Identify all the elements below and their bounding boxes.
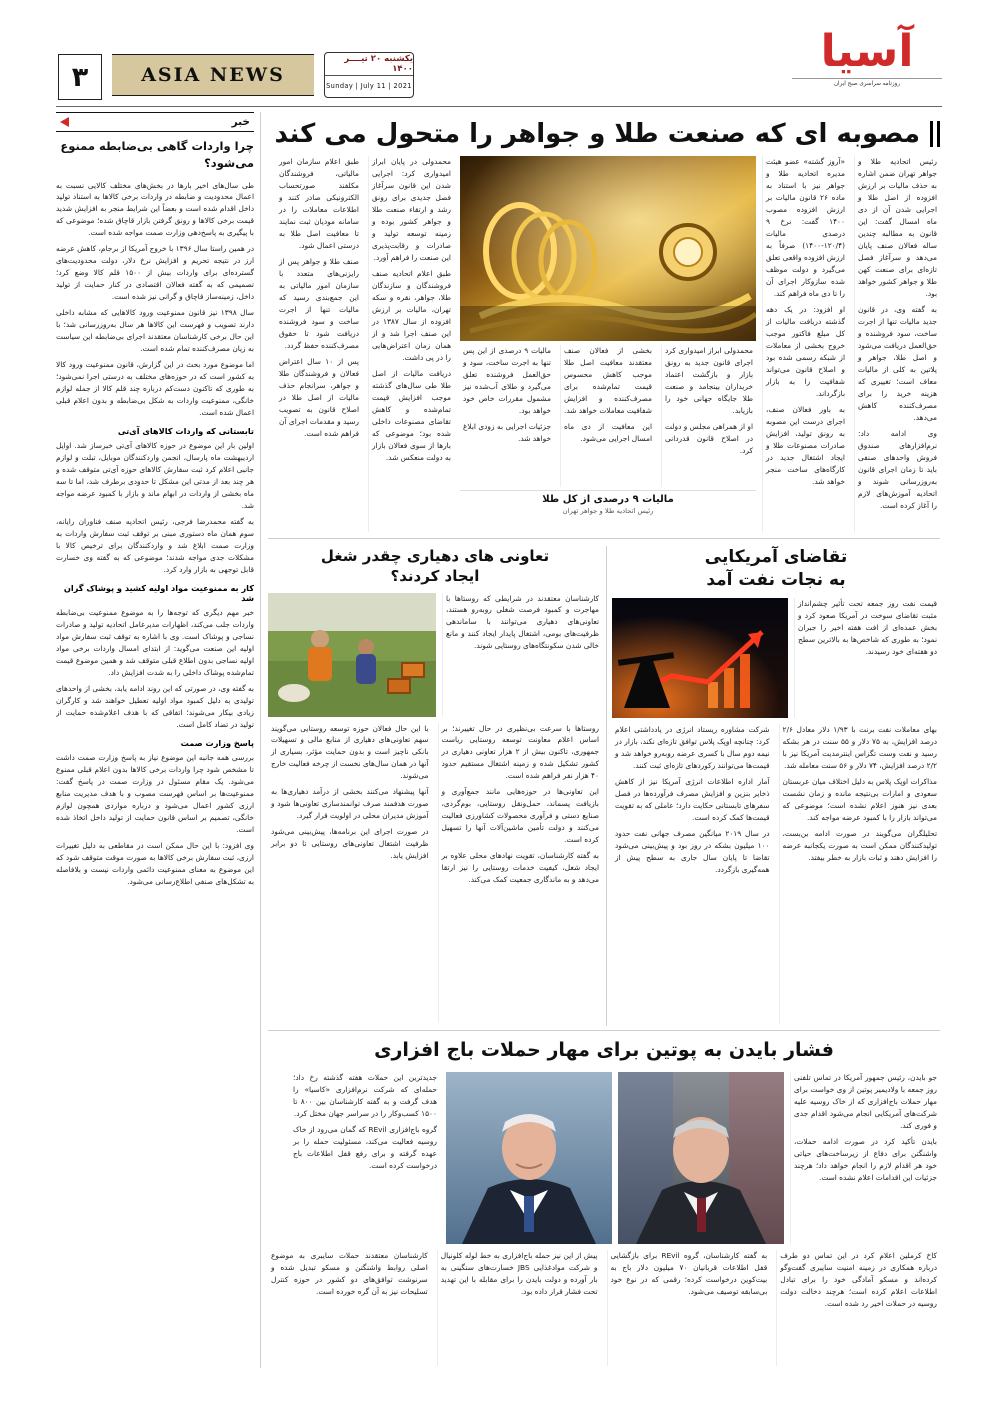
gold-middle-block bbox=[460, 156, 756, 532]
rural-workers-image bbox=[268, 593, 436, 717]
left-article-section-1: اولین بار این موضوع در حوزه کالاهای آی‌تی خبرساز شد. اوایل اردیبهشت ماه پارسال، انجمن واردکنندگان موبایل، تبلت و لوازم جانبی اعلام کرد ثبت سفارش کالاهای حوزه آی‌تی متوقف شده و هر چند بعد از مدتی این مشکل تا حدودی برطرف شد، اما تا سه ماه بخشی از واردات در ابهام ماند و بازار با کمبود عرضه مواجه شد. به گفته محمدرضا فرجی، رئیس اتحادیه صنف فناوران رایانه، سوم همان ماه دستوری مبنی بر توقف ثبت سفارش واردات به وزارت صمت ابلاغ شد و واردکنندگان برای ترخیص کالا با مشکلات جدی مواجه شدند؛ موضوعی که به گفته وی خسارت قابل توجهی به بازار وارد کرد. bbox=[56, 441, 254, 575]
coop-column-1: روستاها با سرعت بی‌نظیری در حال تغییرند؛ بر اساس اعلام معاونت توسعه روستایی ریاست جمهوری، تاکنون بیش از ۲ هزار تعاونی دهیاری در کشور تشکیل شده و زمینه اشتغال مستقیم حدود ۴۰ هزار نفر فراهم شده است. این تعاونی‌ها در حوزه‌هایی مانند جمع‌آوری و بازیافت پسماند، حمل‌ونقل روستایی، بوم‌گردی، صنایع دستی و فرآوری محصولات کشاورزی فعالیت می‌کنند و دولت تأمین ماشین‌آلات آنها را تسهیل کرده است. به گفته کارشناسان، تقویت نهادهای محلی علاوه بر ایجاد شغل، کیفیت خدمات روستایی را نیز ارتقا می‌دهد و به ماندگاری جمعیت کمک می‌کند. bbox=[438, 723, 603, 1023]
putin-portrait-illustration bbox=[618, 1072, 784, 1244]
biden-photo bbox=[446, 1072, 612, 1244]
oil-pump-image bbox=[612, 598, 788, 718]
ransomware-bottom-col-3: پیش از این نیز حمله باج‌افزاری به خط لوله کلونیال و شرکت موادغذایی JBS خسارت‌های سنگینی به بار آورده و دولت بایدن را برای مقابله با این تهدید تحت فشار قرار داده بود. bbox=[437, 1250, 601, 1366]
oil-article bbox=[612, 546, 940, 1026]
ransomware-bottom-row bbox=[268, 1250, 940, 1366]
oil-headline-line-2: به نجات نفت آمد bbox=[706, 569, 846, 590]
gold-headline: مصوبه ای که صنعت طلا و جواهر را متحول می کند bbox=[274, 119, 920, 149]
brand-banner bbox=[112, 54, 314, 96]
ransomware-column-right: جو بایدن، رئیس جمهور آمریکا در تماس تلفنی روز جمعه با ولادیمیر پوتین از وی خواست برای مهار حملات باج‌افزاری که از خاک روسیه علیه شرکت‌های آمریکایی انجام می‌شود اقدام جدی و فوری کند. بایدن تأکید کرد در صورت ادامه حملات، واشنگتن برای دفاع از زیرساخت‌های حیاتی خود هر اقدام لازم را انجام خواهد داد؛ هرچند جزئیات این اقدامات اعلام نشده است. bbox=[790, 1072, 940, 1244]
putin-photo bbox=[618, 1072, 784, 1244]
brand-title: ASIA NEWS bbox=[141, 64, 285, 86]
news-section-bar bbox=[56, 112, 254, 132]
page-number: ۳ bbox=[71, 61, 89, 93]
middle-band-divider bbox=[606, 546, 607, 1026]
date-box bbox=[324, 52, 414, 98]
oil-pump-illustration bbox=[612, 598, 788, 718]
gold-subcolumns bbox=[460, 345, 756, 487]
gold-column-left-1: محمدولی در پایان ابراز امیدواری کرد: اجرایی شدن این قانون سرآغاز فصل جدیدی برای رونق رشد و ارتقاء صنعت طلا و جواهر کشور بوده و زمینه توسعه تولید و صادرات و رقابت‌پذیری این صنعت را فراهم آورد. طبق اعلام اتحادیه صنف فروشندگان و سازندگان طلا، جواهر، نقره و سکه تهران، مالیات بر ارزش افزوده از سال ۱۳۸۷ در این صنف اجرا شد و از همان زمان اعتراض‌هایی را در پی داشت. دریافت مالیات از اصل طلا طی سال‌های گذشته موجب افزایش قیمت تمام‌شده و کاهش تقاضای مصنوعات داخلی شده بود؛ موضوعی که بارها از سوی فعالان بازار به دولت منعکس شد. bbox=[368, 156, 454, 532]
red-triangle-icon bbox=[60, 117, 69, 127]
date-english: Sunday | July 11 | 2021 bbox=[326, 82, 412, 91]
gold-column-right-1: رئیس اتحادیه طلا و جواهر تهران ضمن اشاره به حذف مالیات بر ارزش افزوده از اصل طلا و اجرایی شدن آن از دی ماه امسال گفت: این قانون به مطالبه چندین ساله فعالان صنف پایان می‌دهد و سرآغاز فصل تازه‌ای برای صنعت کهن طلا و جواهر کشور خواهد بود. به گفته وی، در قانون جدید مالیات تنها از اجرت ساخت، سود فروشنده و حق‌العمل دریافت می‌شود و اصل طلا، جواهر و پلاتین به کلی از مالیات معاف است؛ تغییری که هزینه خرید را برای مصرف‌کننده کاهش می‌دهد. وی ادامه داد: نرم‌افزارهای صندوق فروش واحدهای صنفی باید تا زمان اجرای قانون به‌روزرسانی شوند و اتحادیه آموزش‌های لازم را آغاز کرده است. bbox=[854, 156, 940, 532]
gold-column-right-2: «آروز گشته» عضو هیئت مدیره اتحادیه طلا و جواهر نیز با استناد به ماده ۲۶ قانون مالیات بر ارزش افزوده مصوب ۱۴۰۰ گفت: نرخ ۹ درصدی مالیات (۱۲۰/۴-۱۴۰۰) صرفاً به ارزش افزوده واقعی تعلق می‌گیرد و دولت موظف شده سازوکار اجرای آن را تا دی ماه فراهم کند. او افزود: در یک دهه گذشته دریافت مالیات از کل مبلغ فاکتور موجب خروج بخشی از معاملات از شبکه رسمی شده بود و اصلاح قانون می‌تواند شفافیت را به بازار بازگرداند. به باور فعالان صنف، اجرای درست این مصوبه به رونق تولید، افزایش صادرات مصنوعات طلا و ایجاد اشتغال جدید در کارگاه‌های ساخت منجر خواهد شد. bbox=[762, 156, 848, 532]
gold-body bbox=[268, 156, 940, 532]
coop-headline-line-1: تعاونی های دهیاری چقدر شغل bbox=[320, 547, 550, 565]
ransomware-headline: فشار بایدن به پوتین برای مهار حملات باج افزاری bbox=[374, 1039, 834, 1061]
oil-headline-line-1: تقاضای آمریکایی bbox=[704, 547, 848, 567]
headline-bars-icon bbox=[930, 121, 940, 147]
band-divider-top bbox=[268, 538, 940, 539]
biden-portrait-illustration bbox=[446, 1072, 612, 1244]
coop-bottom-row bbox=[268, 723, 602, 1023]
ransomware-column-left: جدیدترین این حملات هفته گذشته رخ داد؛ حمله‌ای که شرکت نرم‌افزاری «کاسیا» را هدف گرفت و به گفته کارشناسان بین ۸۰۰ تا ۱۵۰۰ کسب‌وکار را در سراسر جهان مختل کرد. گروه باج‌افزاری REvil که گمان می‌رود از خاک روسیه فعالیت می‌کند، مسئولیت حمله را بر عهده گرفته و برای رفع قفل اطلاعات باج درخواست کرده است. bbox=[293, 1072, 437, 1170]
left-subhead-2: کار به ممنوعیت مواد اولیه کشید و پوشاک گران شد bbox=[63, 583, 254, 604]
gold-jewelry-illustration bbox=[460, 156, 756, 341]
gold-subcolumn-3: مالیات ۹ درصدی از این پس تنها به اجرت ساخت، سود و حق‌العمل فروشنده تعلق می‌گیرد و طلای آب‌شده نیز مشمول مقررات خاص خود خواهد بود. جزئیات اجرایی به زودی ابلاغ خواهد شد. bbox=[463, 346, 551, 443]
gold-kicker-byline: رئیس اتحادیه طلا و جواهر تهران bbox=[562, 507, 654, 515]
left-article-headline: چرا واردات گاهی بی‌ضابطه ممنوع می‌شود؟ bbox=[60, 139, 254, 171]
coop-column-2: با این حال فعالان حوزه توسعه روستایی می‌گویند سهم تعاونی‌های دهیاری از منابع مالی و تسهیلات بانکی ناچیز است و بدون حمایت مؤثر، بسیاری از آنها در همان سال‌های نخست از چرخه فعالیت خارج می‌شوند. آنها پیشنهاد می‌کنند بخشی از درآمد دهیاری‌ها به صورت هدفمند صرف توانمندسازی تعاونی‌ها شود و آموزش مدیران محلی در اولویت قرار گیرد. در صورت اجرای این برنامه‌ها، پیش‌بینی می‌شود ظرفیت اشتغال تعاونی‌های روستایی تا دو برابر افزایش یابد. bbox=[271, 723, 429, 861]
gold-subcolumn-1: محمدولی ابراز امیدواری کرد اجرای قانون جدید به رونق بازار و بازگشت اعتماد خریداران بینجامد و صنعت طلا جایگاه جهانی خود را بازیابد. او از همراهی مجلس و دولت در اصلاح قانون قدردانی کرد. bbox=[661, 345, 756, 487]
oil-top-row bbox=[612, 598, 940, 718]
gold-subcolumn-2: بخشی از فعالان صنف معتقدند معافیت اصل طلا موجب کاهش محسوس قیمت تمام‌شده برای مصرف‌کننده و افزایش شفافیت معاملات خواهد شد. این معافیت از دی ماه امسال اجرایی می‌شود. bbox=[560, 345, 655, 487]
logo-subtitle: روزنامه سراسری صبح ایران bbox=[792, 78, 942, 87]
oil-headline bbox=[612, 546, 940, 592]
ransomware-bottom-col-4: کارشناسان معتقدند حملات سایبری به موضوع اصلی روابط واشنگتن و مسکو تبدیل شده و سرنوشت توافق‌های دو کشور در حوزه کنترل تسلیحات نیز به آن گره خورده است. bbox=[271, 1250, 428, 1296]
cooperatives-article bbox=[268, 546, 602, 1026]
coop-headline-line-2: ایجاد کردند؟ bbox=[390, 567, 480, 586]
left-subhead-3: پاسخ وزارت صمت bbox=[180, 737, 254, 748]
gold-kicker bbox=[460, 490, 756, 515]
ransomware-article bbox=[268, 1038, 940, 1368]
oil-column-1: بهای معاملات نفت برنت با ۱/۹۳ دلار معادل ۲/۶ درصد افزایش، به ۷۵ دلار و ۵۵ سنت در هر بشکه رسید و نفت وست تگزاس اینترمدیت آمریکا نیز با ۲/۲ درصد افزایش، ۷۴ دلار و ۵۶ سنت معامله شد. مذاکرات اوپک پلاس به دلیل اختلاف میان عربستان سعودی و امارات بی‌نتیجه مانده و زمان نشست بعدی نیز هنوز اعلام نشده است؛ موضوعی که می‌تواند بازار را با کمبود عرضه مواجه کند. تحلیلگران می‌گویند در صورت ادامه بن‌بست، تولیدکنندگان ممکن است به صورت یکجانبه عرضه را افزایش دهند و ثبات بازار به خطر بیفتد. bbox=[779, 724, 941, 1024]
coop-headline bbox=[268, 546, 602, 587]
header-rule bbox=[56, 106, 942, 107]
ransomware-bottom-col-1: کاخ کرملین اعلام کرد در این تماس دو طرف درباره همکاری در زمینه امنیت سایبری گفت‌وگو کرده‌اند و مسکو آمادگی خود را برای تبادل اطلاعات اعلام کرده است؛ هرچند دخالت دولت روسیه در حملات اخیر رد شده است. bbox=[776, 1250, 940, 1366]
left-news-column bbox=[56, 112, 254, 1368]
band-divider-bottom bbox=[268, 1030, 940, 1031]
oil-column-2: شرکت مشاوره ریستاد انرژی در یادداشتی اعلام کرد: چنانچه اوپک پلاس توافق تازه‌ای نکند، بازار در نیمه دوم سال با کسری عرضه روبه‌رو خواهد شد و قیمت‌ها می‌توانند رکوردهای تازه‌ای ثبت کنند. آمار اداره اطلاعات انرژی آمریکا نیز از کاهش ذخایر بنزین و افزایش مصرف فرآورده‌ها در فصل سفرهای تابستانی حکایت دارد؛ عاملی که به تقویت قیمت‌ها کمک کرده است. در سال ۲۰۱۹ میانگین مصرف جهانی نفت حدود ۱۰۰ میلیون بشکه در روز بود و پیش‌بینی می‌شود تقاضا تا پایان سال جاری به سطح پیش از همه‌گیری بازگردد. bbox=[615, 724, 770, 874]
logo-wordmark: آسیا bbox=[820, 26, 914, 77]
date-persian: یکشنبه ۲۰ تیــــر ۱۴۰۰ bbox=[325, 53, 413, 76]
gold-headline-row bbox=[268, 112, 940, 156]
gold-kicker-title: مالیات ۹ درصدی از کل طلا bbox=[542, 494, 674, 505]
oil-bottom-row bbox=[612, 724, 940, 1024]
gold-jewelry-image bbox=[460, 156, 756, 341]
left-article-intro: طی سال‌های اخیر بارها در بخش‌های مختلف کالایی نسبت به اعمال محدودیت و ضابطه در واردات برخی کالاها به استناد تولید داخل اقدام شده است و بعضاً این شرایط منجر به افزایش شدید قیمت برخی کالاها و رونق گرفتن بازار قاچاق شده؛ موضوعی که با پیگیری به پاسخ‌دهی وزارت صمت مواجه شده است. در همین راستا سال ۱۳۹۶ با خروج آمریکا از برجام، کاهش عرضه ارز در نتیجه تحریم و افزایش نرخ دلار، دولت محدودیت‌های گسترده‌ای برای واردات بیش از ۱۵۰۰ قلم کالا وضع کرد؛ تصمیمی که به گفته فعالان اقتصادی در کنار حمایت از تولید داخل، زمینه‌ساز قاچاق و گرانی نیز شده است. سال ۱۳۹۸ نیز قانون ممنوعیت ورود کالاهایی که مشابه داخلی دارند تصویب و فهرست این کالاها هر سال به‌روزرسانی شد؛ با این حال برخی کارشناسان معتقدند اجرای بی‌ضابطه این سیاست به زیان مصرف‌کننده تمام شده است. اما موضوع مورد بحث در این گزارش، قانون ممنوعیت ورود کالا به کشور است که در حوزه‌های مختلف به درستی اجرا نمی‌شود؛ به طوری که تاکنون دست‌کم درباره چند قلم کالا از جمله لوازم خانگی، ممنوعیت واردات به شکل بی‌ضابطه و بدون اعلام قبلی اعمال شده است. bbox=[56, 180, 254, 418]
rural-workers-illustration bbox=[268, 593, 436, 717]
ransomware-top-row bbox=[268, 1072, 940, 1244]
gold-column-left-2: طبق اعلام سازمان امور مالیاتی، فروشندگان مکلفند صورتحساب الکترونیکی صادر کنند و اطلاعات معاملات را در سامانه مودیان ثبت نمایند تا معافیت اصل طلا به درستی اعمال شود. صنف طلا و جواهر پس از رایزنی‌های متعدد با سازمان امور مالیاتی به این جمع‌بندی رسید که مالیات تنها از اجرت ساخت و سود فروشنده دریافت شود تا حقوق مصرف‌کننده حفظ گردد. پس از ۱۰ سال اعتراض فعالان و فروشندگان طلا و جواهر، سرانجام حذف مالیات از اصل طلا در اصلاح قانون به تصویب رسید و مقدمات اجرای آن فراهم شده است. bbox=[279, 157, 359, 438]
main-vertical-divider bbox=[260, 112, 261, 1368]
left-article-section-3: بررسی همه جانبه این موضوع نیاز به پاسخ وزارت صمت داشت تا مشخص شود چرا واردات برخی کالاها بدون اعلام قبلی ممنوع می‌شود. یک مقام مسئول در وزارت صمت در پاسخ گفت: ممنوعیت‌ها بر اساس فهرست مصوب و با هدف مدیریت منابع ارزی کشور اعمال می‌شود و درباره مواردی همچون لوازم خانگی، تصمیم بر اساس قانون حمایت از تولید داخل اتخاذ شده است. وی افزود: با این حال ممکن است در مقاطعی به دلیل تغییرات ارزی، ثبت سفارش برخی کالاها به صورت موقت متوقف شود که این موضوع به معنای ممنوعیت دائمی واردات نیست و بلافاصله به تشکل‌های صنفی اطلاع‌رسانی می‌شود. bbox=[56, 752, 254, 886]
gold-article bbox=[268, 112, 940, 536]
newspaper-logo bbox=[792, 26, 942, 104]
ransomware-bottom-col-2: به گفته کارشناسان، گروه REvil برای بازگشایی قفل اطلاعات قربانیان ۷۰ میلیون دلار باج به بیت‌کوین درخواست کرده؛ رقمی که در نوع خود بی‌سابقه توصیف می‌شود. bbox=[607, 1250, 771, 1366]
coop-lead-column: کارشناسان معتقدند در شرایطی که روستاها با مهاجرت و کمبود فرصت شغلی روبه‌رو هستند، تعاونی‌های دهیاری می‌توانند با ساماندهی ظرفیت‌های بومی، اشتغال پایدار ایجاد کنند و مانع خالی شدن سکونتگاه‌های روستایی شوند. bbox=[442, 593, 602, 717]
left-subhead-1: تابستانی که واردات کالاهای آی‌تی bbox=[117, 426, 254, 437]
coop-top-row bbox=[268, 593, 602, 717]
left-article-section-2: خبر مهم دیگری که توجه‌ها را به موضوع ممنوعیت بی‌ضابطه واردات جلب می‌کند، اظهارات مدیرعامل اتحادیه تولید و صادرات نساجی و پوشاک است. وی با اشاره به توقف ثبت سفارش مواد اولیه این صنعت می‌گوید: از ابتدای امسال واردات برخی مواد اولیه نساجی بدون اطلاع قبلی متوقف شد و همین موضوع قیمت تمام‌شده پوشاک داخلی را به شدت افزایش داد. به گفته وی، در صورتی که این روند ادامه یابد، بخشی از واحدهای تولیدی به دلیل کمبود مواد اولیه تعطیل خواهند شد و کارگران زیادی بیکار می‌شوند؛ اتفاقی که با هدف اعلام‌شده حمایت از تولید در تضاد کامل است. bbox=[56, 608, 254, 729]
page-number-box bbox=[58, 54, 102, 100]
oil-lead-column: قیمت نفت روز جمعه تحت تأثیر چشم‌انداز مثبت تقاضای سوخت در آمریکا صعود کرد و بخش عمده‌ای از افت هفته اخیر را جبران نمود؛ به طوری که شاخص‌ها به بالاترین سطح دو هفته‌ای خود رسیدند. bbox=[794, 598, 940, 718]
news-tab-label: خبر bbox=[231, 116, 250, 128]
